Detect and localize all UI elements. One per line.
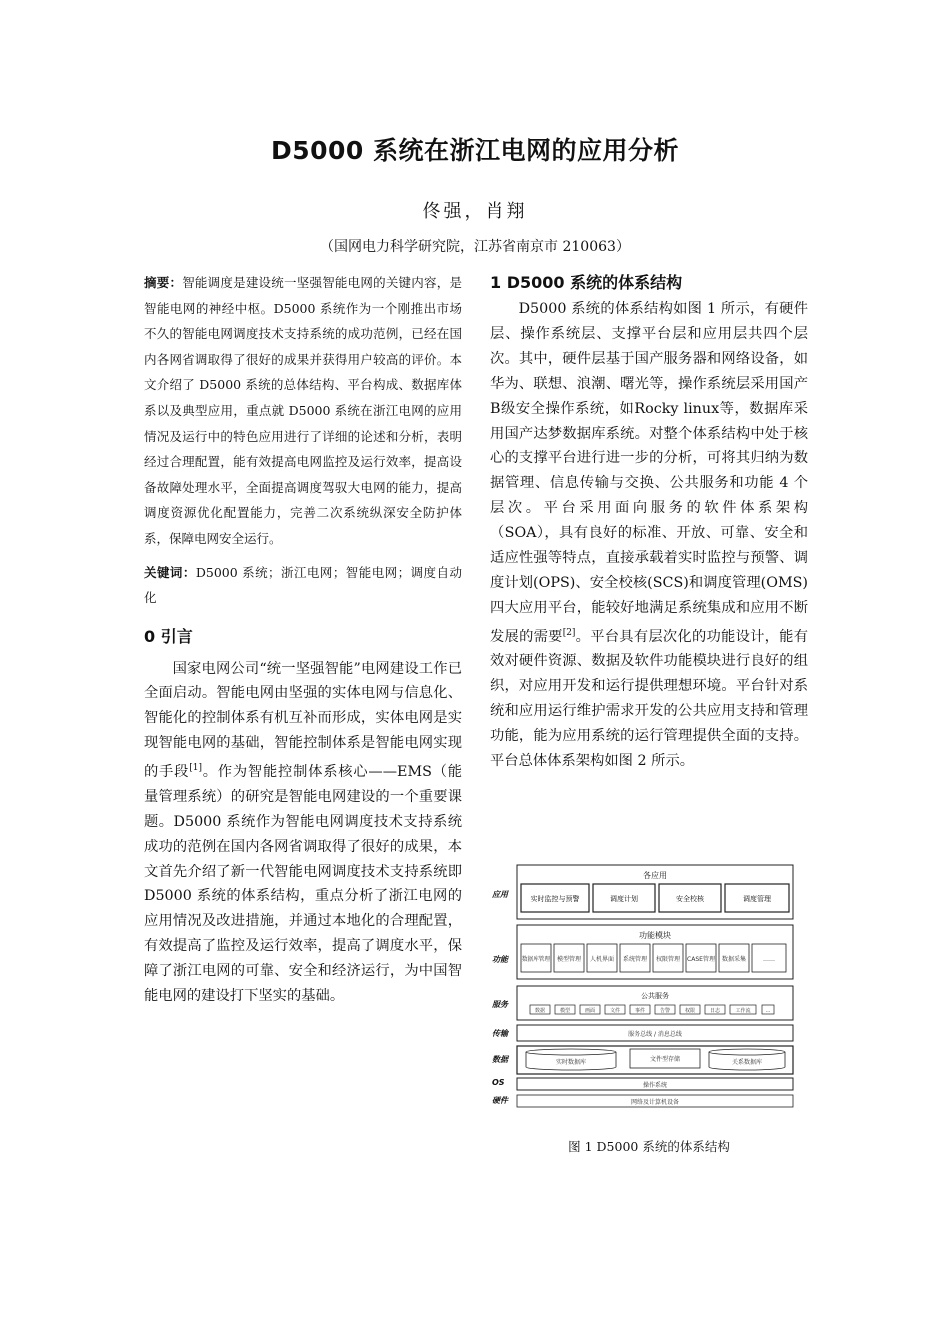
module-label-2: 模型管理 — [556, 956, 582, 963]
service-label-7: 权限 — [684, 1008, 696, 1014]
section-heading-intro: 0 引言 — [144, 626, 193, 646]
module-label-4: 系统管理 — [622, 956, 648, 963]
intro-paragraph — [144, 657, 462, 1009]
abstract — [144, 270, 462, 552]
service-label-8: 日志 — [709, 1008, 721, 1014]
layer-label-transport: 传输 — [492, 1029, 508, 1038]
app-label-4: 调度管理 — [743, 895, 771, 903]
service-label-3: 画面 — [584, 1008, 596, 1014]
citation-2: [2] — [562, 627, 576, 638]
figure-caption: 图 1 D5000 系统的体系结构 — [568, 1139, 730, 1154]
func-layer-title: 功能模块 — [639, 931, 671, 940]
keywords-text: D5000 系统；浙江电网；智能电网；调度自动化 — [144, 564, 462, 605]
layer-label-service: 服务 — [492, 1000, 508, 1009]
service-label-2: 模型 — [559, 1008, 571, 1014]
keywords-label: 关键词： — [144, 564, 196, 580]
rtdb-cylinder-top — [526, 1049, 616, 1055]
abstract-text: 智能调度是建设统一坚强智能电网的关键内容，是智能电网的神经中枢。D5000 系统作为一个刚推出市场不久的智能电网调度技术支持系统的成功范例，已经在国内各网省调取得了很好的成果并获得用户较高的评价。本文介绍了 D5000 系统的总体结构、平台构成、数据库体系以及典型应用，重点就 D5000 系统在浙江电网的应用情况及运行中的特色应用进行了详细的论述和分析，表明经过合理配置，能有效提高电网监控及运行效率，提高设备故障处理水平，全面提高调度驾驭大电网的能力，提高调度资源优化配置能力，完善二次系统纵深安全防护体系，保障电网安全运行。 — [144, 275, 462, 546]
abstract-label: 摘要： — [144, 275, 183, 290]
right-column — [490, 270, 808, 774]
rdb-cylinder-top — [709, 1049, 785, 1055]
architecture-paragraph — [490, 297, 808, 774]
app-label-3: 安全校核 — [676, 895, 704, 903]
authors: 佟强，肖翔 — [422, 201, 528, 222]
layer-label-app: 应用 — [492, 890, 508, 899]
service-label-5: 事件 — [634, 1008, 646, 1014]
service-label-10: … — [765, 1008, 771, 1014]
app-label-1: 实时监控与预警 — [530, 895, 580, 903]
service-layer-title: 公共服务 — [641, 992, 669, 1000]
architecture-text-a: D5000 系统的体系结构如图 1 所示，有硬件层、操作系统层、支撑平台层和应用层共四个层次。其中，硬件层基于国产服务器和网络设备，如华为、联想、浪潮、曙光等，操作系统层采用国产B级安全操作系统，如Rocky linux等，数据库采用国产达梦数据库系统。对整个体系结构中处于核心的支撑平台进行进一步的分析，可将其归纳为数据管理、信息传输与交换、公共服务和功能 4 个层次。平台采用面向服务的软件体系架构（SOA），具有良好的标准、开放、可靠、安全和适应性强等特点，直接承载着实时监控与预警、调度计划(OPS)、安全校核(SCS)和调度管理(OMS)四大应用平台，能较好地满足系统集成和应用不断发展的需要 — [490, 301, 808, 645]
citation-1: [1] — [189, 763, 202, 774]
data-label-3: 关系数据库 — [731, 1059, 763, 1066]
module-label-7: 数据采集 — [721, 956, 747, 963]
intro-text-a: 国家电网公司“统一坚强智能”电网建设工作已全面启动。智能电网由坚强的实体电网与信息化、智能化的控制体系有机互补而形成，实体电网是实现智能电网的基础，智能控制体系是智能电网实现的手段 — [144, 660, 462, 780]
layer-label-hardware: 硬件 — [492, 1096, 508, 1105]
layer-label-func: 功能 — [492, 955, 508, 964]
affiliation: （国网电力科学研究院，江苏省南京市 210063） — [320, 239, 630, 255]
transport-label: 服务总线 / 消息总线 — [628, 1031, 682, 1038]
service-label-6: 告警 — [659, 1008, 671, 1014]
service-label-9: 工作流 — [735, 1008, 751, 1014]
data-label-2: 文件型存储 — [649, 1056, 681, 1063]
app-label-2: 调度计划 — [610, 895, 638, 903]
layer-label-os: OS — [492, 1078, 505, 1087]
keywords — [144, 560, 462, 610]
data-label-1: 实时数据库 — [555, 1059, 587, 1066]
intro-text-b: 。作为智能控制体系核心——EMS（能量管理系统）的研究是智能电网建设的一个重要课题。D5000 系统作为智能电网调度技术支持系统成功的范例在国内各网省调取得了很好的成果，本文首先介绍了新一代智能电网调度技术支持系统即D5000 系统的体系结构，重点分析了浙江电网的应用情况及改进措施，并通过本地化的合理配置，有效提高了监控及运行效率，提高了调度水平，保障了浙江电网的可靠、安全和经济运行，为中国智能电网的建设打下坚实的基础。 — [144, 763, 463, 1005]
module-label-3: 人机界面 — [589, 956, 615, 963]
app-layer-title: 各应用 — [643, 871, 667, 880]
module-label-8: …… — [763, 956, 775, 963]
architecture-figure — [490, 862, 798, 1114]
layer-label-data: 数据 — [492, 1055, 508, 1064]
module-label-5: 权限管理 — [655, 956, 681, 963]
os-label: 操作系统 — [642, 1082, 668, 1089]
paper-title: D5000 系统在浙江电网的应用分析 — [270, 136, 680, 165]
module-label-6: CASE管理 — [687, 956, 715, 963]
service-label-4: 文件 — [609, 1008, 621, 1014]
service-label-1: 数据 — [534, 1008, 546, 1014]
left-column — [144, 270, 462, 1009]
module-label-1: 数据库管理 — [522, 956, 553, 963]
architecture-text-b: 。平台具有层次化的功能设计，能有效对硬件资源、数据及软件功能模块进行良好的组织，对应用开发和运行提供理想环境。平台针对系统和应用运行维护需求开发的公共应用支持和管理功能，能为应用系统的运行管理提供全面的支持。平台总体体系架构如图 2 所示。 — [490, 628, 809, 770]
hardware-label: 网络及计算机设备 — [630, 1099, 680, 1106]
section-heading-architecture: 1 D5000 系统的体系结构 — [490, 273, 683, 292]
